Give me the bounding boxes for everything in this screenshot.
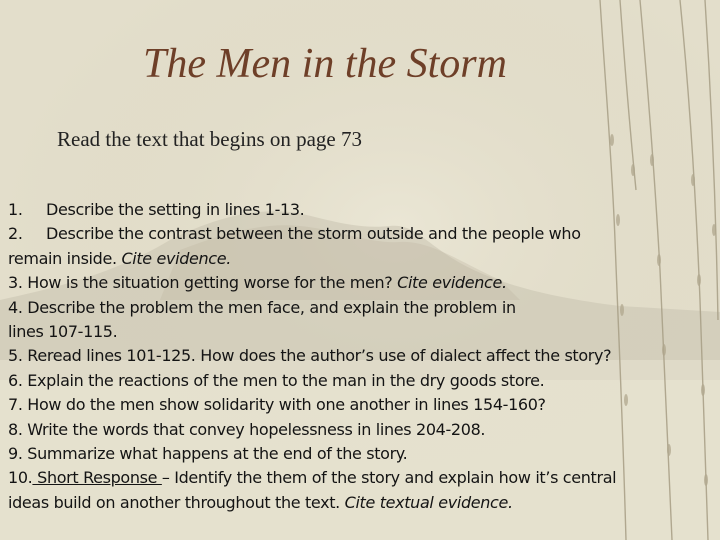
question-text: 3. How is the situation getting worse for the men?	[8, 273, 393, 293]
question-text: 8. Write the words that convey hopelessness in lines 204-208.	[8, 419, 486, 439]
slide-subtitle: Read the text that begins on page 73	[57, 127, 363, 151]
question-10-cont	[8, 491, 708, 515]
question-1	[8, 198, 708, 222]
question-4	[8, 296, 708, 320]
cite-evidence: Cite evidence.	[121, 248, 231, 268]
question-3	[8, 271, 708, 295]
question-text: 9. Summarize what happens at the end of the story.	[8, 444, 408, 464]
question-text: 4. Describe the problem the men face, and explain the problem in	[8, 297, 516, 317]
short-response-label: Short Response	[32, 468, 162, 488]
question-2-cont	[8, 247, 708, 271]
question-4-cont	[8, 320, 708, 344]
cite-evidence: Cite textual evidence.	[344, 492, 513, 512]
question-text: remain inside.	[8, 248, 117, 268]
question-7	[8, 393, 708, 417]
question-number: 10.	[8, 468, 33, 488]
question-list	[8, 198, 708, 515]
question-text: lines 107-115.	[8, 322, 118, 342]
question-text: 5. Reread lines 101-125. How does the author’s use of dialect affect the story?	[8, 346, 612, 366]
question-number: 1.	[8, 200, 23, 219]
question-2	[8, 222, 708, 246]
question-text: – Identify the them of the story and explain how it’s central	[161, 468, 617, 488]
question-9	[8, 442, 708, 466]
question-5	[8, 344, 708, 368]
cite-evidence: Cite evidence.	[397, 273, 507, 293]
slide-title: The Men in the Storm	[143, 41, 507, 87]
question-text: 7. How do the men show solidarity with one another in lines 154-160?	[8, 395, 546, 415]
question-text: 6. Explain the reactions of the men to the man in the dry goods store.	[8, 370, 545, 390]
question-text: Describe the setting in lines 1-13.	[46, 200, 305, 219]
question-text: Describe the contrast between the storm outside and the people who	[46, 224, 581, 244]
question-8	[8, 418, 708, 442]
question-text: ideas build on another throughout the text.	[8, 492, 340, 512]
question-number: 2.	[8, 224, 23, 244]
question-10	[8, 466, 708, 490]
question-6	[8, 369, 708, 393]
